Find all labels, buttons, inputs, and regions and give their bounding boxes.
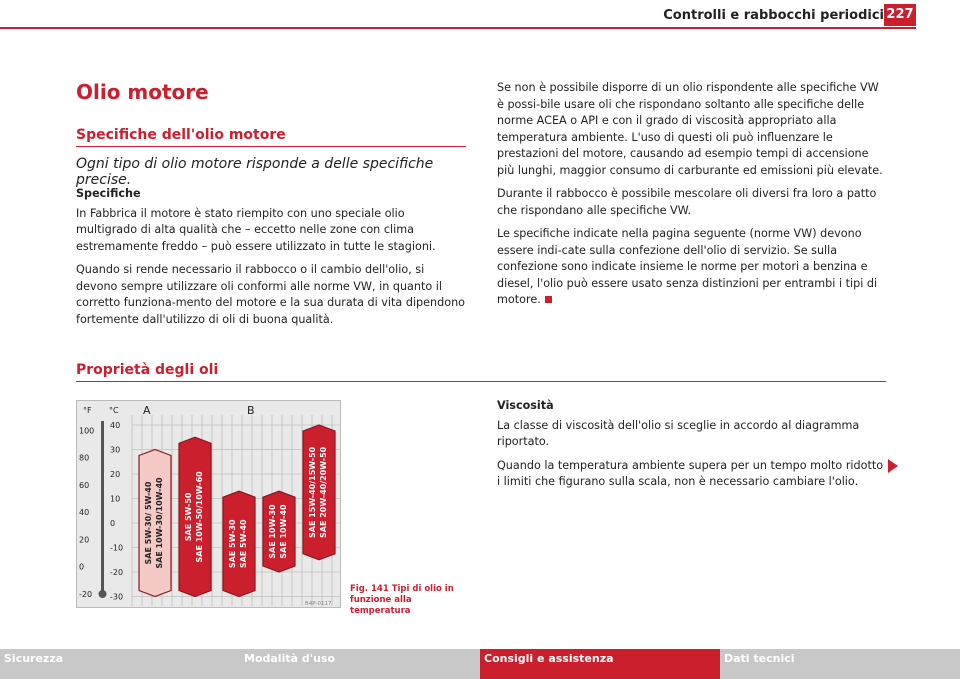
viscosity-heading: Viscosità: [497, 399, 554, 412]
footer-nav: [0, 649, 960, 679]
oil-bar-label: SAE 10W-30: [268, 504, 277, 559]
right-paragraph-2: Durante il rabbocco è possibile mescolare oli diversi fra loro a patto che rispondano alle specifiche VW.: [497, 187, 877, 217]
right-paragraph-3-text: Le specifiche indicate nella pagina seguente (norme VW) devono essere indi-cate sulla confezione dell'olio di servizio. Se sulla confezione sono indicate insieme le norme per motori a benzina e diesel, l'olio può essere usato senza distinzioni per entrambi i tipi di motore.: [497, 227, 878, 306]
left-paragraph-1: In Fabbrica il motore è stato riempito con uno speciale olio multigrado di alta qualità che – eccetto nelle zone con clima estremamente freddo – può essere utilizzato in tutte le stagioni.: [76, 206, 436, 253]
tab-dati-tecnici[interactable]: Dati tecnici: [720, 649, 960, 679]
fahrenheit-tick-label: 80: [79, 453, 90, 463]
right-paragraph-3: [497, 226, 889, 309]
tab-sicurezza[interactable]: Sicurezza: [0, 649, 240, 679]
oil-bar-label: SAE 5W-40: [239, 519, 248, 569]
oil-bar-label: SAE 5W-30/ 5W-40: [144, 481, 153, 565]
section2-title: Proprietà degli oli: [76, 362, 219, 378]
oil-temperature-figure: [76, 400, 341, 608]
left-column: [76, 186, 468, 335]
fahrenheit-tick-label: 20: [79, 535, 90, 545]
viscosity-paragraph-1: La classe di viscosità dell'olio si sceglie in accordo al diagramma riportato.: [497, 418, 860, 448]
figure-caption-line1: Fig. 141 Tipi di olio in: [350, 584, 454, 594]
section-title: Olio motore: [76, 80, 209, 104]
oil-bar-label: SAE 20W-40/20W-50: [319, 446, 328, 538]
celsius-tick-label: 10: [110, 494, 121, 504]
oil-bar-label: SAE 10W-50/10W-60: [195, 471, 204, 563]
celsius-tick-label: -30: [110, 592, 124, 602]
celsius-tick-label: 30: [110, 445, 121, 455]
right-paragraph-1: Se non è possibile disporre di un olio rispondente alle specifiche VW è possi-bile usare oli che rispondano soltanto alle specifiche delle norme ACEA o API e con il grado di viscosità appropriato alla temperatura ambiente. L'uso di questi oli può influenzare le prestazioni del motore, causando ad esempio tempi di accensione più lunghi, maggior consumo di carburante ed emissioni più elevate.: [497, 81, 883, 177]
viscosity-column: [497, 398, 889, 498]
celsius-tick-label: 40: [110, 421, 121, 430]
section2-rule: [76, 381, 886, 382]
figure-code: B4P-0117: [305, 601, 332, 607]
end-of-section-marker: [545, 296, 552, 303]
group-a-label: A: [143, 404, 151, 417]
thermometer-stem: [101, 421, 104, 591]
tab-modalita-uso[interactable]: Modalità d'uso: [240, 649, 480, 679]
thermometer-bulb: [99, 590, 107, 598]
fahrenheit-tick-label: 60: [79, 480, 90, 490]
fahrenheit-tick-label: 0: [79, 562, 85, 572]
chapter-title: Controlli e rabbocchi periodici: [663, 8, 884, 23]
lead-text: Ogni tipo di olio motore risponde a delle specifiche precise.: [76, 156, 434, 188]
group-b-label: B: [247, 404, 255, 417]
next-page-arrow-icon[interactable]: [888, 459, 898, 473]
oil-viscosity-diagram: [77, 401, 341, 608]
oil-bar-label: SAE 5W-30: [228, 519, 237, 569]
celsius-tick-label: -10: [110, 543, 124, 553]
oil-bar-label: SAE 10W-40: [279, 504, 288, 559]
figure-caption-line2: funzione alla temperatura: [350, 595, 412, 616]
fahrenheit-tick-label: 40: [79, 508, 90, 518]
left-paragraph-2: Quando si rende necessario il rabbocco o il cambio dell'olio, si devono sempre utilizzare oli conformi alle norme VW, in quanto il corretto funziona-mento del motore e la sua durata di vita dipendono fortemente dall'utilizzo di oli di buona qualità.: [76, 263, 466, 326]
oil-bar-label: SAE 5W-50: [184, 492, 193, 542]
subsection-rule: [76, 146, 466, 147]
subsection-title: Specifiche dell'olio motore: [76, 127, 286, 143]
figure-caption: [350, 584, 475, 617]
celsius-tick-label: 0: [110, 519, 116, 528]
fahrenheit-tick-label: 100: [79, 426, 95, 436]
tab-consigli-assistenza[interactable]: Consigli e assistenza: [480, 649, 720, 679]
specifiche-heading: Specifiche: [76, 187, 141, 200]
fahrenheit-tick-label: -20: [79, 589, 93, 599]
fahrenheit-unit: °F: [83, 406, 92, 415]
celsius-tick-label: 20: [110, 470, 121, 479]
header-rule: [0, 27, 916, 29]
right-column: [497, 80, 889, 316]
viscosity-paragraph-2: Quando la temperatura ambiente supera per un tempo molto ridotto i limiti che figurano sulla scala, non è necessario cambiare l'olio.: [497, 458, 884, 488]
celsius-unit: °C: [109, 406, 119, 415]
oil-bar-label: SAE 15W-40/15W-50: [308, 446, 317, 538]
celsius-tick-label: -20: [110, 568, 124, 577]
page-number: 227: [884, 4, 916, 26]
oil-bar-label: SAE 10W-30/10W-40: [155, 477, 164, 569]
